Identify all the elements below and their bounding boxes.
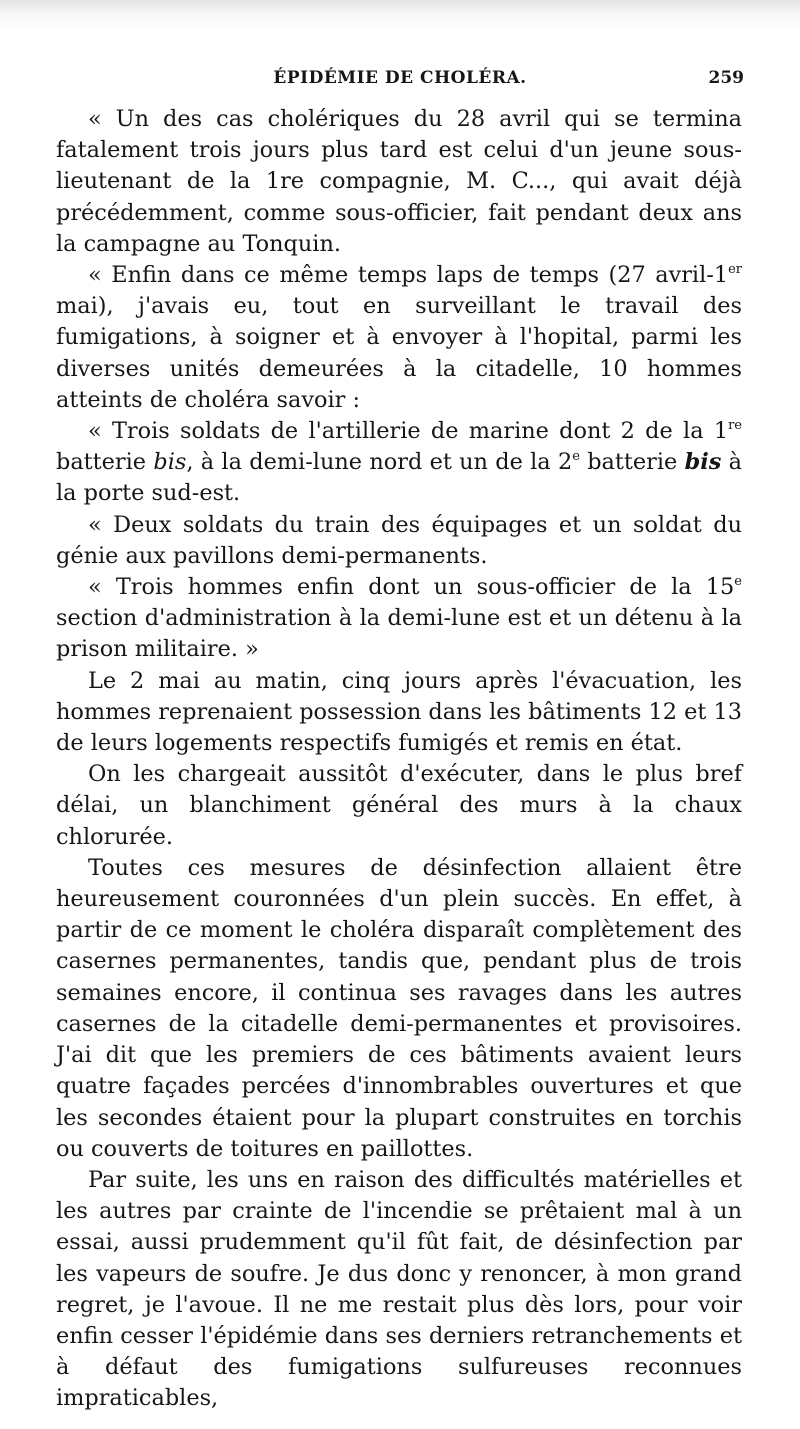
page-number: 259 bbox=[708, 68, 744, 88]
superscript: er bbox=[728, 262, 742, 278]
paragraph-1: « Un des cas cholériques du 28 avril qui se termina fatalement trois jours plus tard est celui d'un jeune sous-lieutenant de la 1re compagnie, M. C..., qui avait déjà précédemment, comme sous-officier, fait pendant deux ans la campagne au Tonquin. bbox=[56, 106, 742, 257]
italic-term: bis bbox=[153, 449, 187, 476]
paragraph-9: Par suite, les uns en raison des difficultés matérielles et les autres par crainte de l'incendie se prêtaient mal à un essai, aussi prudemment qu'il fût fait, de désinfection par les vapeurs de soufre. Je dus donc y renoncer, à mon grand regret, je l'avoue. Il ne me restait plus dès lors, pour voir enfin cesser l'épidémie dans ses derniers retranchements et à défaut des fumigations sulfureuses reconnues impraticables, bbox=[56, 1166, 742, 1412]
text-run: , à la demi-lune nord et un de la 2 bbox=[186, 449, 573, 476]
text-run: « Trois hommes enfin dont un sous-officier de la 15 bbox=[88, 574, 735, 601]
paragraph-3 bbox=[56, 416, 742, 510]
paragraph-6: Le 2 mai au matin, cinq jours après l'évacuation, les hommes reprenaient possession dans les bâtiments 12 et 13 de leurs logements respectifs fumigés et remis en état. bbox=[56, 667, 742, 757]
paragraph-4: « Deux soldats du train des équipages et un soldat du génie aux pavillons demi-permanents. bbox=[56, 511, 742, 569]
paragraph-8: Toutes ces mesures de désinfection allaient être heureusement couronnées d'un plein succès. En effet, à partir de ce moment le choléra disparaît complètement des casernes permanentes, tandis que, pendant plus de trois semaines encore, il continua ses ravages dans les autres casernes de la citadelle demi-permanentes et provisoires. J'ai dit que les premiers de ces bâtiments avaient leurs quatre façades percées d'innombrables ouvertures et que les secondes étaient pour la plupart construites en torchis ou couverts de toitures en paillottes. bbox=[56, 854, 742, 1162]
paragraph-2 bbox=[56, 260, 742, 416]
superscript: e bbox=[572, 449, 580, 465]
italic-term: bis bbox=[684, 449, 722, 476]
text-run: batterie bbox=[56, 449, 154, 476]
superscript: e bbox=[734, 574, 742, 590]
text-run: batterie bbox=[579, 449, 685, 476]
paragraph-7: On les chargeait aussitôt d'exécuter, dans le plus bref délai, un blanchiment général des murs à la chaux chlorurée. bbox=[56, 761, 742, 850]
paragraph-5 bbox=[56, 572, 742, 666]
superscript: re bbox=[728, 418, 742, 434]
text-run: section d'administration à la demi-lune est et un détenu à la prison militaire. » bbox=[56, 605, 742, 663]
text-run: mai), j'avais eu, tout en surveillant le travail des fumigations, à soigner et à envoyer à l'hopital, parmi les diverses unités demeurées à la citadelle, 10 hommes atteints de choléra savoir : bbox=[56, 293, 742, 413]
body-text bbox=[56, 104, 742, 1415]
running-title: ÉPIDÉMIE DE CHOLÉRA. bbox=[273, 68, 527, 88]
text-run: à la porte sud-est. bbox=[56, 449, 743, 507]
text-run: « Trois soldats de l'artillerie de marine dont 2 de la 1 bbox=[88, 418, 729, 445]
text-run: « Enfin dans ce même temps laps de temps (27 avril-1 bbox=[88, 262, 729, 289]
page-header bbox=[56, 68, 744, 98]
